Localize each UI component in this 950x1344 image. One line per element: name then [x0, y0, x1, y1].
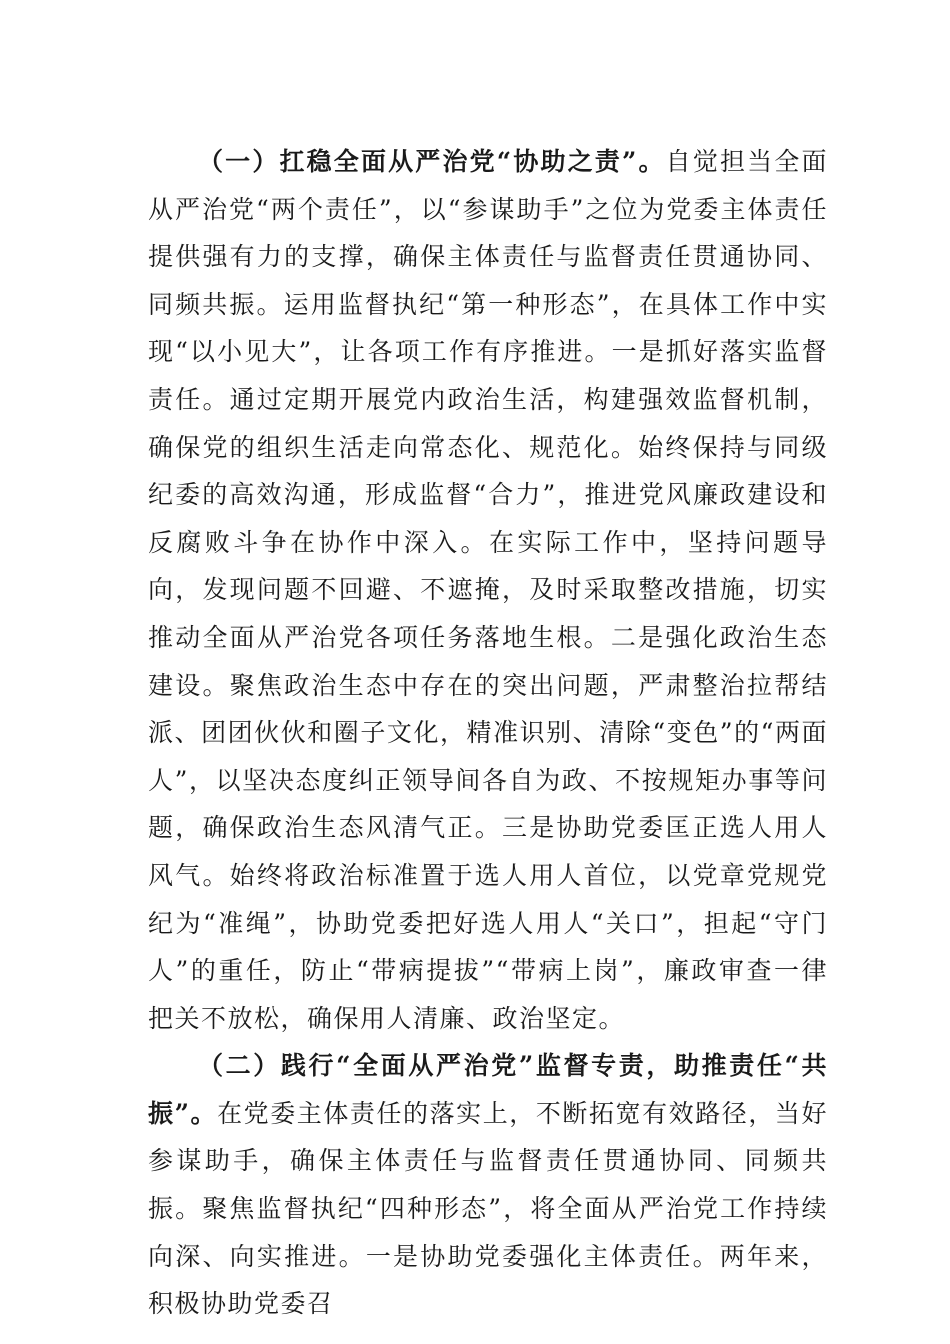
paragraph-2-heading: （二）践行“全面从严治党”监督专责，助推责任“共振”。 — [148, 1051, 828, 1128]
paragraph-2 — [148, 1042, 828, 1328]
paragraph-1-body: 自觉担当全面从严治党“两个责任”，以“参谋助手”之位为党委主体责任提供强有力的支撑，确保主体责任与监督责任贯通协同、同频共振。运用监督执纪“第一种形态”，在具体工作中实现“以小见大”，让各项工作有序推进。一是抓好落实监督责任。通过定期开展党内政治生活，构建强效监督机制，确保党的组织生活走向常态化、规范化。始终保持与同级纪委的高效沟通，形成监督“合力”，推进党风廉政建设和反腐败斗争在协作中深入。在实际工作中，坚持问题导向，发现问题不回避、不遮掩，及时采取整改措施，切实推动全面从严治党各项任务落地生根。二是强化政治生态建设。聚焦政治生态中存在的突出问题，严肃整治拉帮结派、团团伙伙和圈子文化，精准识别、清除“变色”的“两面人”，以坚决态度纠正领导间各自为政、不按规矩办事等问题，确保政治生态风清气正。三是协助党委匡正选人用人风气。始终将政治标准置于选人用人首位，以党章党规党纪为“准绳”，协助党委把好选人用人“关口”，担起“守门人”的重任，防止“带病提拔”“带病上岗”，廉政审查一律把关不放松，确保用人清廉、政治坚定。 — [148, 147, 828, 1033]
paragraph-1 — [148, 138, 828, 1042]
paragraph-1-heading: （一）扛稳全面从严治党“协助之责”。 — [198, 147, 666, 176]
document-body — [148, 138, 828, 1328]
paragraph-2-body: 在党委主体责任的落实上，不断拓宽有效路径，当好参谋助手，确保主体责任与监督责任贯通协同、同频共振。聚焦监督执纪“四种形态”，将全面从严治党工作持续向深、向实推进。一是协助党委强化主体责任。两年来，积极协助党委召 — [148, 1098, 828, 1319]
